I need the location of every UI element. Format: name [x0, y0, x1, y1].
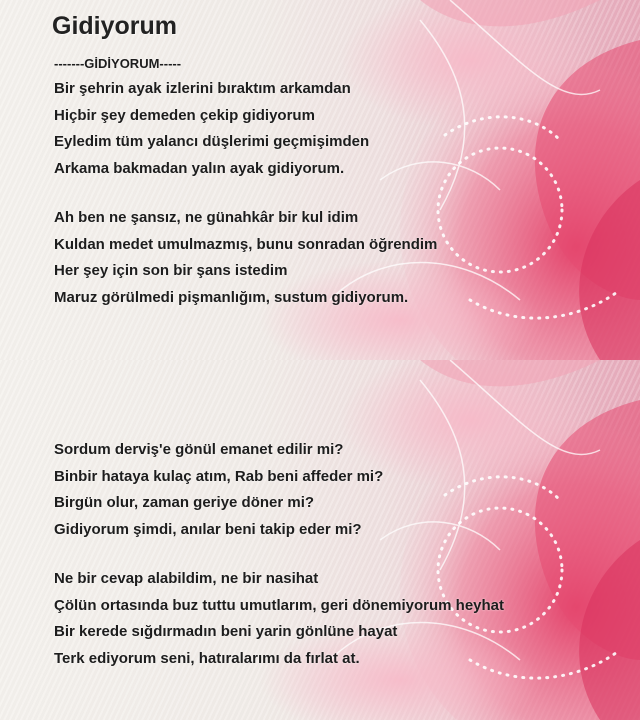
verse-line: Terk ediyorum seni, hatıralarımı da fırlat at. — [54, 650, 360, 668]
verse-line: Bir kerede sığdırmadın beni yarin gönlüne hayat — [54, 623, 398, 641]
verse-line: Gidiyorum şimdi, anılar beni takip eder mi? — [54, 521, 362, 539]
verse-line: Birgün olur, zaman geriye döner mi? — [54, 494, 315, 512]
verse-line: Hiçbir şey demeden çekip gidiyorum — [54, 106, 315, 124]
poem-panel-bottom — [0, 360, 640, 720]
verse-line: Her şey için son bir şans istedim — [54, 262, 288, 280]
stanza-3 — [54, 437, 383, 544]
verse-line: Arkama bakmadan yalın ayak gidiyorum. — [54, 160, 345, 178]
verse-line: Ah ben ne şansız, ne günahkâr bir kul idim — [54, 209, 359, 226]
stanza-1 — [54, 52, 369, 183]
verse-line: Maruz görülmedi pişmanlığım, sustum gidiyorum. — [54, 289, 409, 307]
poem-heading: -------GİDİYORUM----- — [54, 56, 182, 71]
verse-line: Çölün ortasında buz tuttu umutlarım, geri dönemiyorum heyhat — [54, 596, 505, 614]
verse-line: Bir şehrin ayak izlerini bıraktım arkamdan — [54, 80, 351, 97]
verse-line: Binbir hataya kulaç atım, Rab beni affeder mi? — [54, 467, 384, 485]
verse-line: Kuldan medet umulmazmış, bunu sonradan öğrendim — [54, 235, 438, 253]
verse-line: Ne bir cevap alabildim, ne bir nasihat — [54, 570, 319, 587]
verse-line: Eyledim tüm yalancı düşlerimi geçmişimden — [54, 133, 370, 151]
verse-line: Sordum derviş'e gönül emanet edilir mi? — [54, 441, 344, 458]
stanza-2 — [54, 205, 437, 312]
poem-title: Gidiyorum — [52, 12, 178, 40]
stanza-4 — [54, 566, 504, 673]
